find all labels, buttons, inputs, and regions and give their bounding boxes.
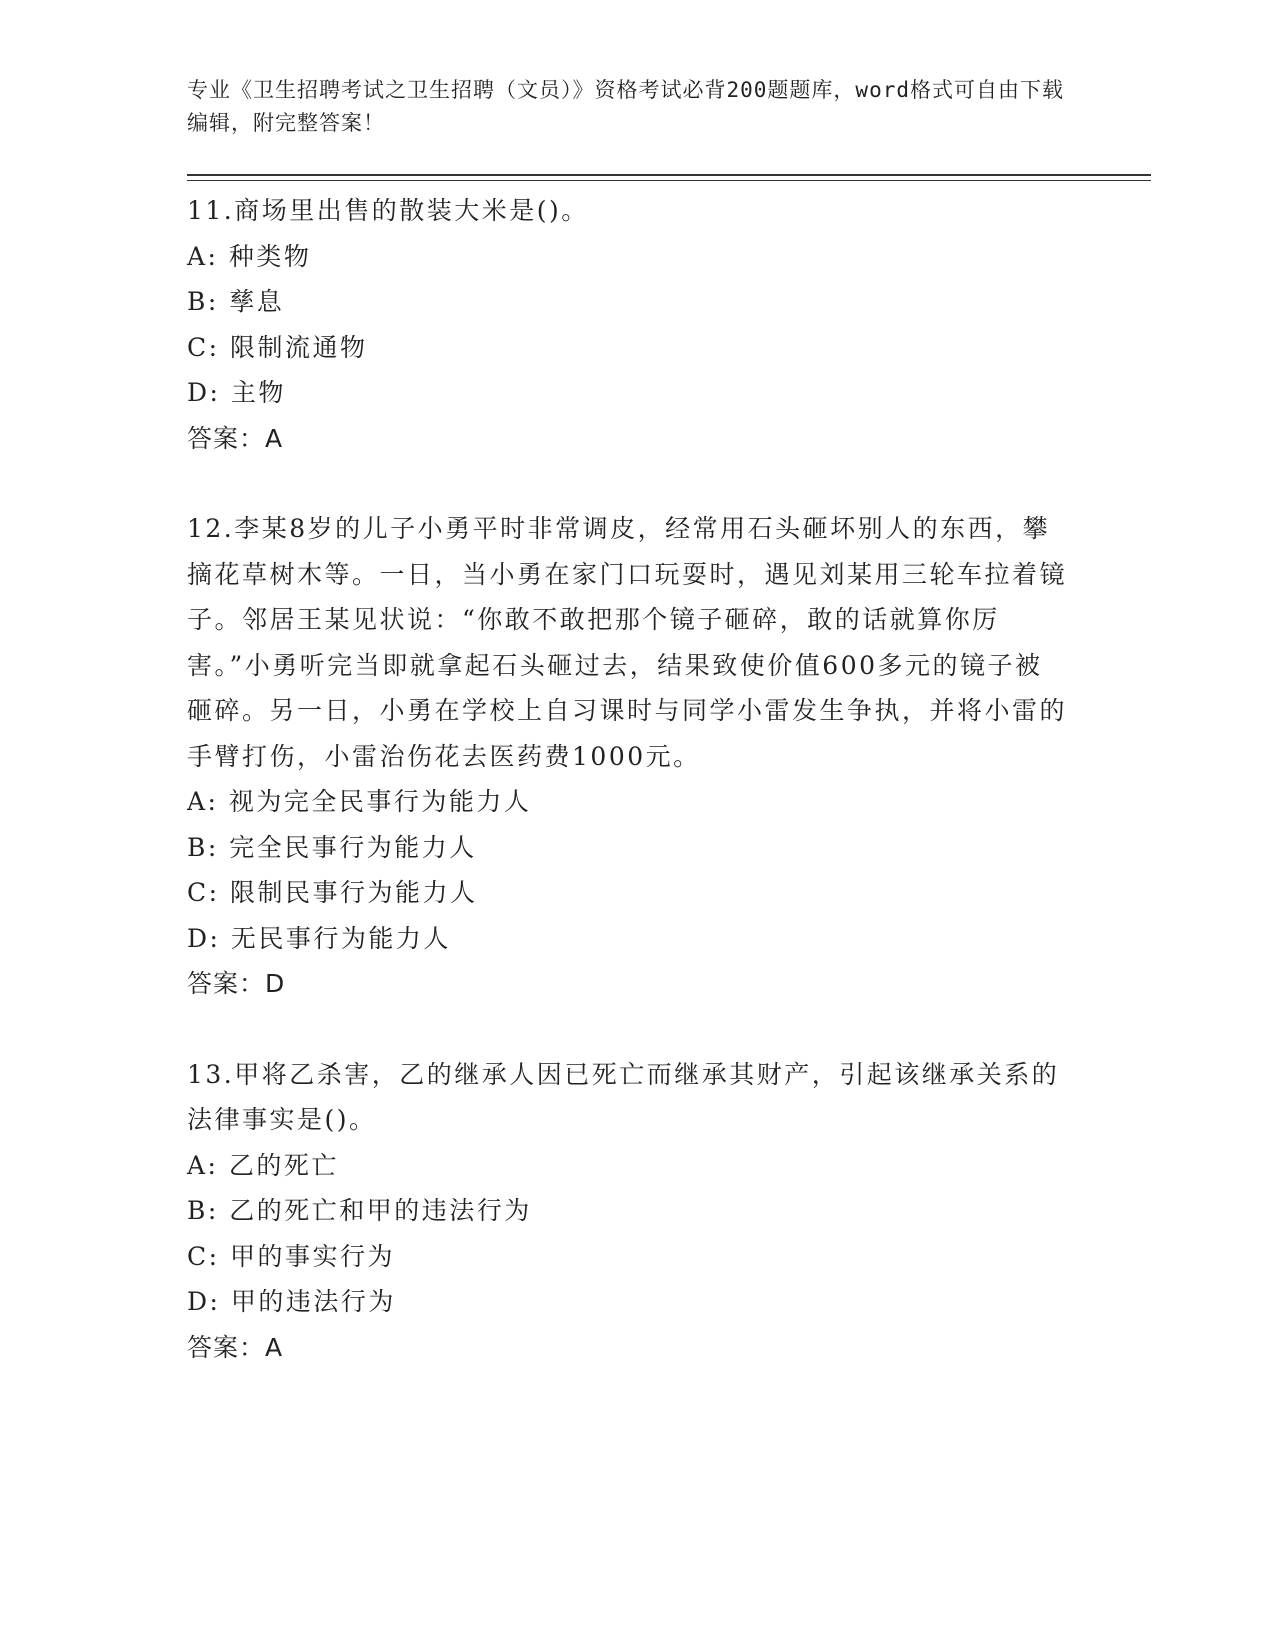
question-list [187,188,1067,1415]
answer: 答案：A [187,1332,284,1362]
question-11 [187,188,1067,461]
header-note: 专业《卫生招聘考试之卫生招聘（文员）》资格考试必背200题题库，word格式可自由下载编辑，附完整答案！ [187,78,1064,135]
header-divider-thick [187,174,1151,176]
header-divider-thin [187,180,1151,181]
option-d: D: 主物 [187,378,286,407]
option-a: A: 乙的死亡 [187,1150,339,1180]
question-12 [187,506,1067,1007]
answer: 答案：D [187,969,286,998]
option-c: C: 甲的事实行为 [187,1241,395,1271]
option-b: B: 完全民事行为能力人 [187,832,477,862]
option-c: C: 限制民事行为能力人 [187,878,478,907]
question-13 [187,1052,1067,1371]
option-b: B: 孳息 [187,287,285,316]
question-text: 11.商场里出售的散装大米是()。 [187,196,589,225]
option-a: A: 视为完全民事行为能力人 [187,787,532,816]
question-text: 13.甲将乙杀害，乙的继承人因已死亡而继承其财产，引起该继承关系的法律事实是()。 [187,1059,1060,1134]
option-b: B: 乙的死亡和甲的违法行为 [187,1196,532,1225]
option-d: D: 无民事行为能力人 [187,923,451,953]
option-a: A: 种类物 [187,241,312,271]
option-d: D: 甲的违法行为 [187,1287,396,1316]
answer: 答案：A [187,423,284,453]
option-c: C: 限制流通物 [187,332,368,362]
question-text: 12.李某8岁的儿子小勇平时非常调皮，经常用石头砸坏别人的东西，攀摘花草树木等。一日，当小勇在家门口玩耍时，遇见刘某用三轮车拉着镜子。邻居王某见状说：“你敢不敢把那个镜子砸碎，敢的话就算你厉害。”小勇听完当即就拿起石头砸过去，结果致使价值600多元的镜子被砸碎。另一日，小勇在学校上自习课时与同学小雷发生争执，并将小雷的手臂打伤，小雷治伤花去医药费1000元。 [187,514,1068,771]
